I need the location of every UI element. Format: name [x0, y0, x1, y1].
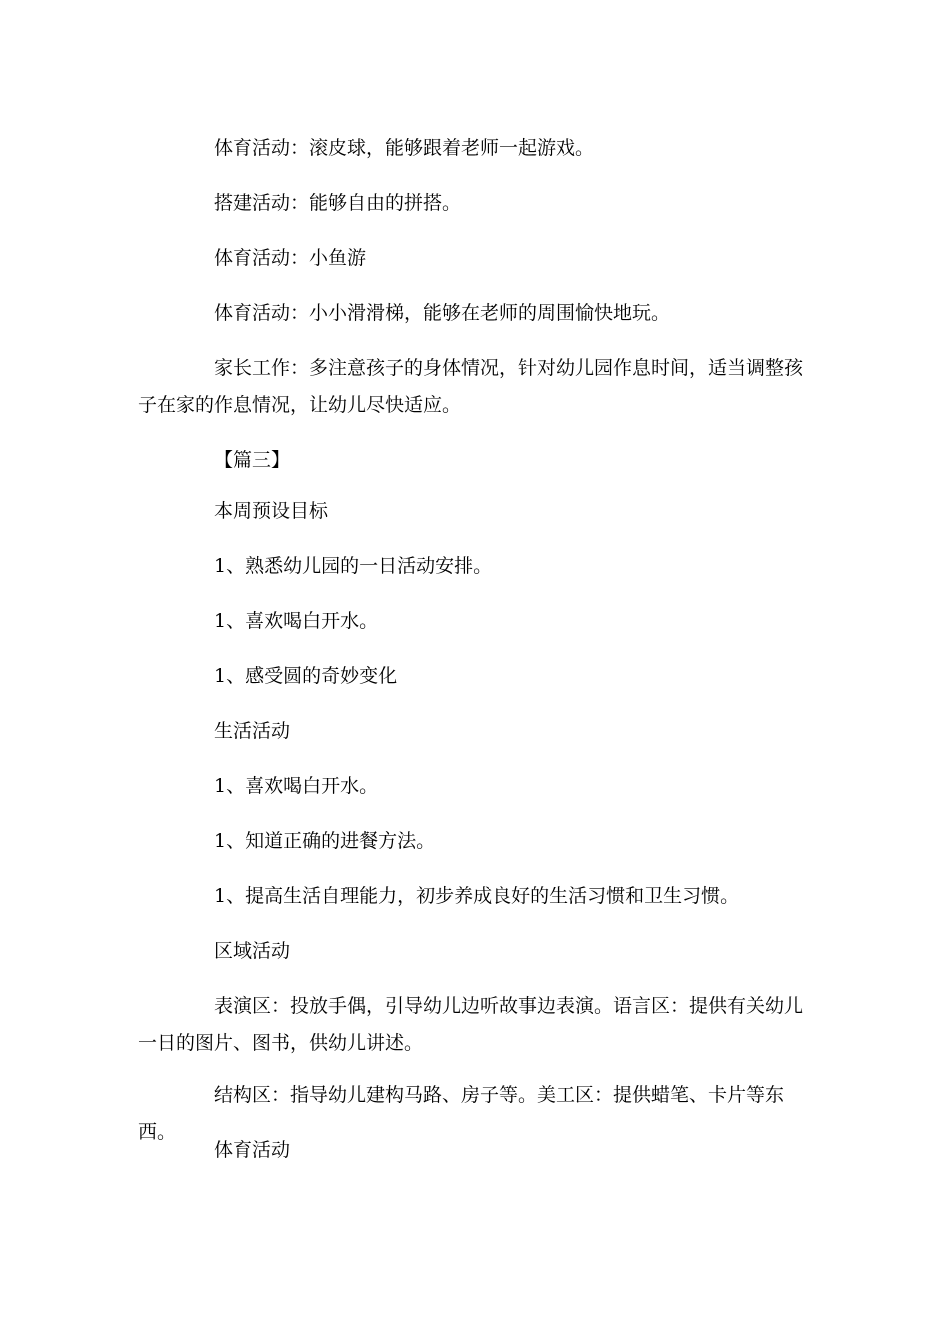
goal-item: 1、感受圆的奇妙变化 [214, 665, 398, 687]
paragraph-building: 搭建活动：能够自由的拼搭。 [214, 192, 462, 214]
life-item: 1、知道正确的进餐方法。 [214, 830, 436, 852]
paragraph-structure-area: 结构区：指导幼儿建构马路、房子等。美工区：提供蜡笔、卡片等东西。 [138, 1084, 785, 1143]
paragraph-sports-slide: 体育活动：小小滑滑梯，能够在老师的周围愉快地玩。 [214, 302, 671, 324]
paragraph-sports-ball: 体育活动：滚皮球，能够跟着老师一起游戏。 [214, 137, 595, 159]
life-item: 1、提高生活自理能力，初步养成良好的生活习惯和卫生习惯。 [214, 885, 740, 907]
heading-sports-activities: 体育活动 [214, 1139, 291, 1161]
paragraph-sports-fish: 体育活动：小鱼游 [214, 247, 367, 269]
life-item: 1、喜欢喝白开水。 [214, 775, 379, 797]
heading-weekly-goals: 本周预设目标 [214, 500, 329, 522]
goal-item: 1、熟悉幼儿园的一日活动安排。 [214, 555, 493, 577]
paragraph-parent-work: 家长工作：多注意孩子的身体情况，针对幼儿园作息时间，适当调整孩子在家的作息情况，让幼儿尽快适应。 [138, 357, 804, 416]
section-heading-part-three: 【篇三】 [214, 449, 291, 471]
heading-life-activities: 生活活动 [214, 720, 291, 742]
paragraph-performance-area: 表演区：投放手偶，引导幼儿边听故事边表演。语言区：提供有关幼儿一日的图片、图书，供幼儿讲述。 [138, 995, 804, 1054]
heading-area-activities: 区域活动 [214, 940, 291, 962]
goal-item: 1、喜欢喝白开水。 [214, 610, 379, 632]
